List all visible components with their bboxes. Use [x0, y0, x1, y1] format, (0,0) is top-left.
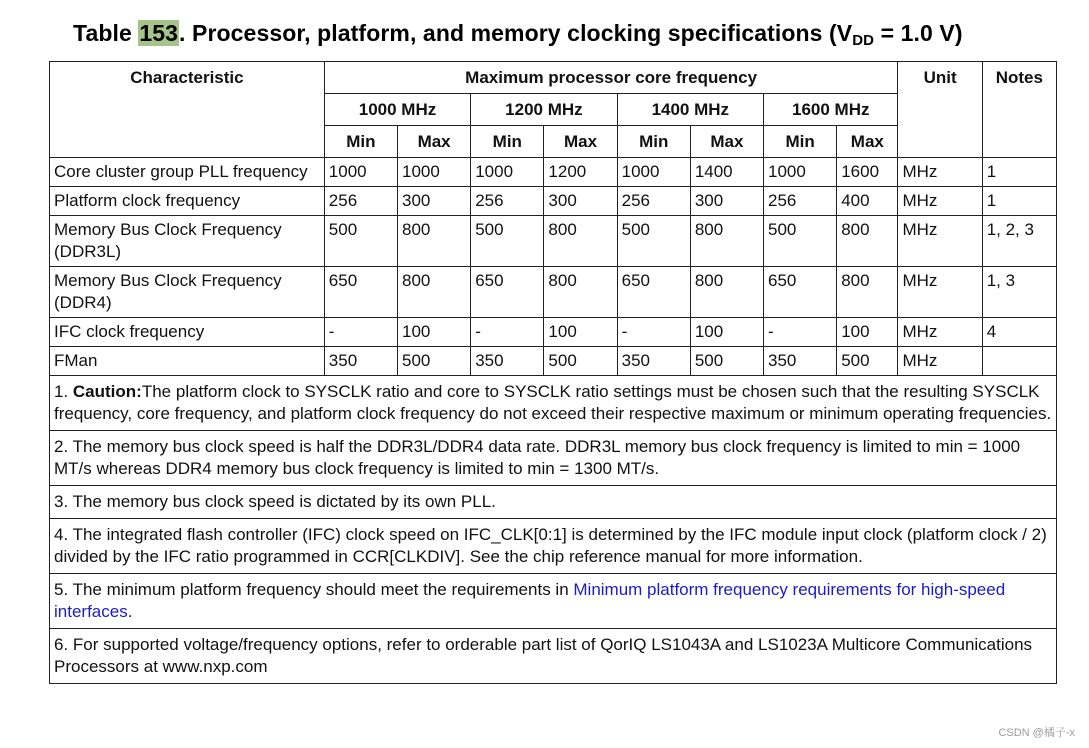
cell-unit: MHz	[898, 347, 982, 376]
cell-value: 1000	[471, 158, 544, 187]
footnote-5-end: .	[127, 602, 133, 621]
cell-value: 300	[690, 187, 763, 216]
header-min: Min	[764, 126, 837, 158]
row-characteristic: IFC clock frequency	[50, 318, 325, 347]
header-freq: 1200 MHz	[471, 94, 617, 126]
cell-value: 350	[764, 347, 837, 376]
footnote-1	[50, 376, 1057, 431]
cell-value: 500	[398, 347, 471, 376]
row-characteristic: FMan	[50, 347, 325, 376]
cell-value: 350	[471, 347, 544, 376]
title-suffix: = 1.0 V)	[874, 20, 963, 46]
cell-value: 1000	[764, 158, 837, 187]
cell-value: 256	[764, 187, 837, 216]
footnote-2: 2. The memory bus clock speed is half the DDR3L/DDR4 data rate. DDR3L memory bus clock frequency is limited to min = 1000 MT/s whereas DDR4 memory bus clock frequency is limited to min = 1300 MT/s.	[50, 431, 1057, 486]
footnote-6: 6. For supported voltage/frequency options, refer to orderable part list of QorIQ LS1043A and LS1023A Multicore Communications Processors at www.nxp.com	[50, 629, 1057, 684]
table-row	[50, 347, 1057, 376]
footnote-1-text: The platform clock to SYSCLK ratio and core to SYSCLK ratio settings must be chosen such that the resulting SYSCLK frequency, core frequency, and platform clock frequency do not exceed their respective maximum or minimum operating frequencies.	[54, 382, 1052, 423]
cell-value: 400	[837, 187, 898, 216]
cell-notes	[982, 347, 1056, 376]
footnote-3: 3. The memory bus clock speed is dictated by its own PLL.	[50, 486, 1057, 519]
title-prefix: Table	[73, 20, 139, 46]
clocking-spec-table	[49, 61, 1057, 684]
caution-label: Caution:	[72, 382, 142, 401]
cell-notes: 1, 3	[982, 267, 1056, 318]
cell-notes: 4	[982, 318, 1056, 347]
cell-value: 300	[398, 187, 471, 216]
cell-notes: 1, 2, 3	[982, 216, 1056, 267]
footnote-row	[50, 486, 1057, 519]
cell-value: -	[617, 318, 690, 347]
platform-frequency-link[interactable]: Minimum platform frequency requirements for high-speed interfaces	[54, 580, 1006, 621]
header-max: Max	[544, 126, 617, 158]
cell-value: 500	[690, 347, 763, 376]
table-row	[50, 187, 1057, 216]
cell-value: 1000	[398, 158, 471, 187]
cell-value: 500	[324, 216, 397, 267]
cell-value: 350	[617, 347, 690, 376]
cell-value: -	[471, 318, 544, 347]
cell-value: 1200	[544, 158, 617, 187]
header-max: Max	[837, 126, 898, 158]
footnote-5	[50, 574, 1057, 629]
footnote-1-prefix: 1.	[54, 382, 73, 401]
cell-value: 256	[324, 187, 397, 216]
cell-value: 650	[617, 267, 690, 318]
cell-value: 1600	[837, 158, 898, 187]
row-characteristic: Core cluster group PLL frequency	[50, 158, 325, 187]
footnote-row	[50, 519, 1057, 574]
title-text: . Processor, platform, and memory clocking specifications (V	[179, 20, 853, 46]
cell-value: 256	[617, 187, 690, 216]
cell-value: 100	[837, 318, 898, 347]
row-characteristic: Memory Bus Clock Frequency (DDR4)	[50, 267, 325, 318]
cell-value: 800	[398, 267, 471, 318]
footnote-row	[50, 431, 1057, 486]
header-characteristic: Characteristic	[50, 62, 325, 158]
footnote-row	[50, 629, 1057, 684]
cell-value: 800	[690, 267, 763, 318]
header-row-1	[50, 62, 1057, 94]
table-title	[73, 20, 1053, 49]
header-min: Min	[617, 126, 690, 158]
header-min: Min	[324, 126, 397, 158]
cell-value: 800	[837, 216, 898, 267]
cell-unit: MHz	[898, 187, 982, 216]
row-characteristic: Platform clock frequency	[50, 187, 325, 216]
header-max-freq: Maximum processor core frequency	[324, 62, 898, 94]
footnote-row	[50, 376, 1057, 431]
cell-value: 300	[544, 187, 617, 216]
footnote-row	[50, 574, 1057, 629]
cell-value: 1400	[690, 158, 763, 187]
header-min: Min	[471, 126, 544, 158]
cell-value: 100	[398, 318, 471, 347]
table-row	[50, 267, 1057, 318]
header-freq: 1400 MHz	[617, 94, 763, 126]
cell-value: 500	[764, 216, 837, 267]
cell-value: 100	[544, 318, 617, 347]
cell-value: 650	[471, 267, 544, 318]
cell-value: 800	[690, 216, 763, 267]
table-row	[50, 158, 1057, 187]
header-notes: Notes	[982, 62, 1056, 158]
cell-value: 800	[837, 267, 898, 318]
cell-value: 500	[471, 216, 544, 267]
cell-notes: 1	[982, 158, 1056, 187]
cell-value: 256	[471, 187, 544, 216]
watermark: CSDN @橘子-x	[998, 727, 1075, 739]
cell-value: 500	[544, 347, 617, 376]
cell-notes: 1	[982, 187, 1056, 216]
cell-value: 500	[837, 347, 898, 376]
cell-unit: MHz	[898, 158, 982, 187]
cell-value: 100	[690, 318, 763, 347]
table-row	[50, 216, 1057, 267]
cell-value: 500	[617, 216, 690, 267]
cell-value: 650	[324, 267, 397, 318]
cell-value: 800	[398, 216, 471, 267]
header-max: Max	[398, 126, 471, 158]
header-freq: 1600 MHz	[764, 94, 898, 126]
header-max: Max	[690, 126, 763, 158]
header-unit: Unit	[898, 62, 982, 158]
table-number: 153	[139, 20, 179, 46]
cell-value: 1000	[324, 158, 397, 187]
cell-value: 350	[324, 347, 397, 376]
cell-value: 800	[544, 267, 617, 318]
footnote-4: 4. The integrated flash controller (IFC) clock speed on IFC_CLK[0:1] is determined by the IFC module input clock (platform clock / 2) divided by the IFC ratio programmed in CCR[CLKDIV]. See the chip reference manual for more information.	[50, 519, 1057, 574]
title-subscript: DD	[852, 32, 875, 49]
cell-unit: MHz	[898, 267, 982, 318]
row-characteristic: Memory Bus Clock Frequency (DDR3L)	[50, 216, 325, 267]
footnote-5-text: 5. The minimum platform frequency should meet the requirements in	[54, 580, 574, 599]
cell-value: -	[764, 318, 837, 347]
cell-value: 650	[764, 267, 837, 318]
cell-value: -	[324, 318, 397, 347]
cell-value: 1000	[617, 158, 690, 187]
header-freq: 1000 MHz	[324, 94, 470, 126]
cell-unit: MHz	[898, 216, 982, 267]
table-row	[50, 318, 1057, 347]
cell-value: 800	[544, 216, 617, 267]
cell-unit: MHz	[898, 318, 982, 347]
